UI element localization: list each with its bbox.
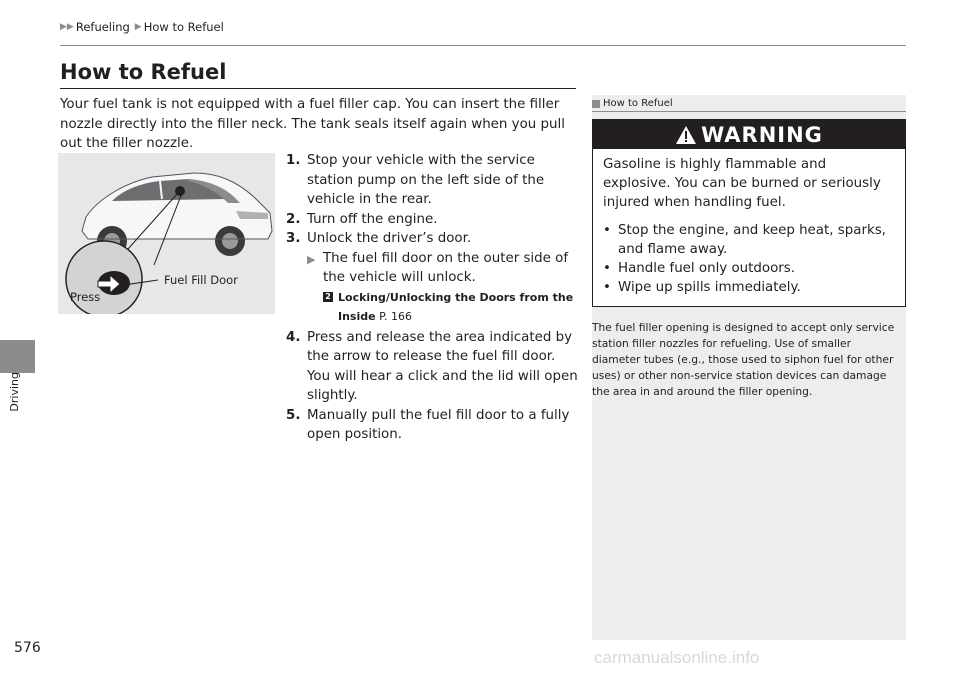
step-text: Stop your vehicle with the service station pump on the left side of the vehicle in the rear. <box>307 153 545 207</box>
warning-lead: Gasoline is highly flammable and explosive. You can be burned or seriously injured when handling fuel. <box>603 157 881 210</box>
bullet-icon: • <box>603 223 611 238</box>
step-number: 5. <box>286 407 301 423</box>
step-text: Manually pull the fuel fill door to a fully open position. <box>307 407 570 442</box>
sidebar-notes <box>592 95 906 640</box>
step-number: 2. <box>286 211 301 227</box>
sidebar-marker-icon <box>592 100 600 108</box>
title-underline <box>60 88 576 89</box>
step-number: 1. <box>286 153 301 168</box>
breadcrumb-item-how-to-refuel[interactable]: How to Refuel <box>143 20 224 34</box>
step-number: 4. <box>286 329 301 345</box>
breadcrumb-item-refueling[interactable]: Refueling <box>75 20 130 34</box>
step-text: Unlock the driver’s door. <box>307 231 472 246</box>
page-number: 576 <box>14 640 41 656</box>
reference-title[interactable]: Locking/Unlocking the Doors from the Inside <box>338 290 574 323</box>
sidebar-heading-text: How to Refuel <box>603 98 673 109</box>
warning-title: WARNING <box>701 122 823 147</box>
step-number: 3. <box>286 231 301 246</box>
step-item <box>286 328 578 406</box>
fuel-fill-door-label: Fuel Fill Door <box>164 273 238 287</box>
page-title: How to Refuel <box>60 60 227 84</box>
press-label: Press <box>70 290 101 304</box>
step-item <box>286 210 578 230</box>
sidebar-heading <box>592 98 673 109</box>
sidebar-note: The fuel filler opening is designed to accept only service station filler nozzles for refueling. Use of smaller diameter tubes (e.g., those used to siphon fuel for other uses) or other non-service station devices can damage the area in and around the filler opening. <box>592 321 895 398</box>
warning-bullet <box>603 221 895 259</box>
refuel-steps <box>286 151 578 445</box>
intro-paragraph: Your fuel tank is not equipped with a fuel filler cap. You can insert the filler nozzle directly into the filler neck. The tank seals itself again when you pull out the filler nozzle. <box>60 97 565 151</box>
fuel-door-illustration <box>58 153 275 314</box>
step-text: Press and release the area indicated by the arrow to release the fuel fill door. You will hear a click and the lid will open slightly. <box>307 329 578 403</box>
header-divider <box>60 45 906 46</box>
reference-icon: 2 <box>323 292 333 302</box>
breadcrumb-arrow-icon: ▶ <box>134 22 142 32</box>
warning-bullet-text: Wipe up spills immediately. <box>618 280 801 295</box>
watermark-text: carmanualsonline.info <box>594 648 760 667</box>
sidebar-divider <box>592 111 906 112</box>
step-3-result-text: The fuel fill door on the outer side of the vehicle will unlock. <box>323 250 569 285</box>
step-item <box>286 229 578 249</box>
warning-bullet <box>603 259 895 278</box>
warning-box <box>592 119 906 307</box>
step-item <box>286 151 578 210</box>
reference-page[interactable]: P. 166 <box>379 309 412 323</box>
bullet-icon: • <box>603 280 611 295</box>
warning-header <box>593 120 905 149</box>
cross-reference-link[interactable] <box>286 288 578 326</box>
warning-bullet <box>603 278 895 297</box>
result-arrow-icon: ▶ <box>307 252 316 266</box>
bullet-icon: • <box>603 261 611 276</box>
step-item <box>286 406 578 445</box>
step-text: Turn off the engine. <box>307 211 438 227</box>
warning-bullet-text: Handle fuel only outdoors. <box>618 261 796 276</box>
warning-triangle-icon <box>675 125 697 145</box>
warning-body <box>593 149 905 297</box>
step-3-result <box>286 249 578 288</box>
chapter-tab-label: Driving <box>8 372 21 412</box>
warning-bullet-text: Stop the engine, and keep heat, sparks, and flame away. <box>618 223 886 257</box>
breadcrumb <box>60 20 229 34</box>
breadcrumb-arrow-icon: ▶▶ <box>60 22 74 32</box>
chapter-tab-marker <box>0 340 35 373</box>
